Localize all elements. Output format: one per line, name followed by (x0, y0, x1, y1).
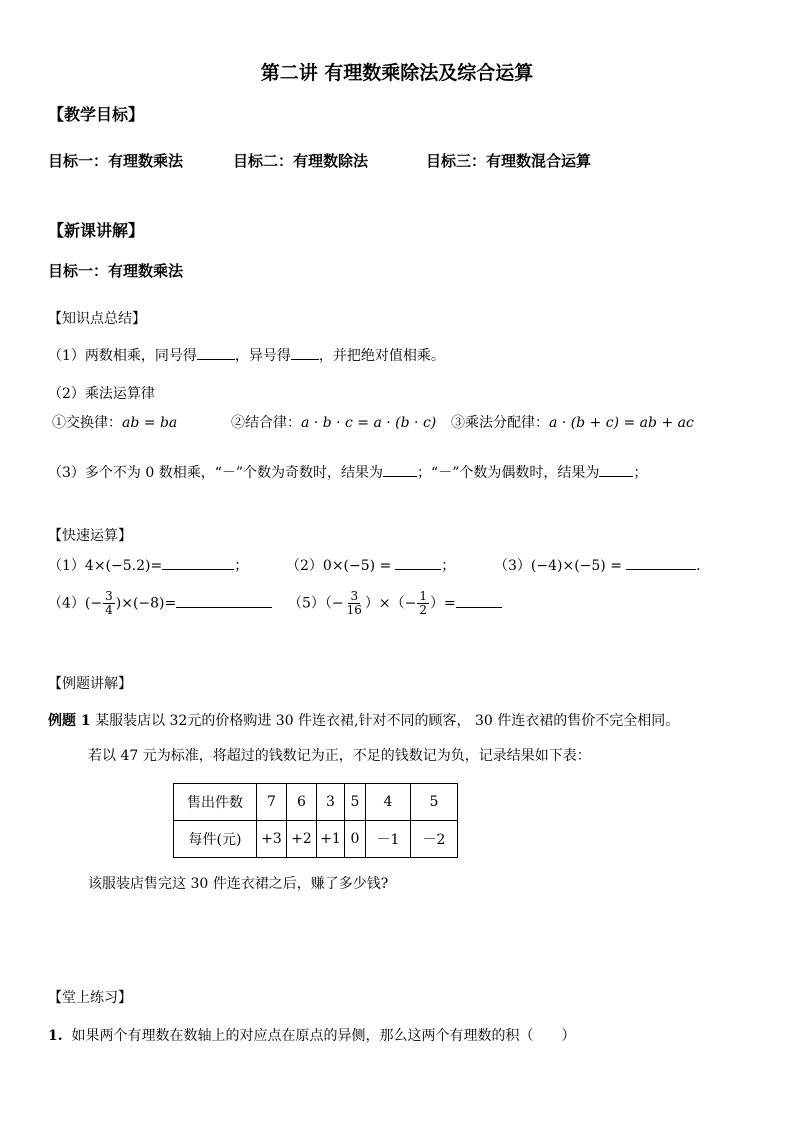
rule1-text-c: ，并把绝对值相乘。 (318, 348, 445, 364)
fraction-numerator: 1 (419, 589, 428, 603)
quick-q3-expr: （3）(−4)×(−5) = (494, 558, 622, 574)
example-1-line1 (48, 710, 679, 730)
law3-label: ③乘法分配律： (451, 415, 549, 431)
blank-same-sign[interactable] (197, 345, 235, 360)
quick-q5 (288, 590, 502, 617)
quick-q3-end: . (695, 558, 701, 574)
table-cell: 5 (345, 784, 366, 821)
example-label: 例题 1 (48, 713, 91, 729)
rule3-text-b: ；“－”个数为偶数时，结果为 (417, 465, 600, 481)
quick-q5-answer[interactable] (456, 593, 502, 608)
quick-q5-mid: ）×（− (364, 595, 417, 612)
example-1-line2: 若以 47 元为标准，将超过的钱数记为正，不足的钱数记为负，记录结果如下表： (88, 748, 591, 764)
table-row (174, 821, 458, 858)
quick-q4-post: )×(−8)= (115, 595, 177, 612)
quick-q2-answer[interactable] (395, 555, 441, 570)
table-cell: 6 (287, 784, 317, 821)
table-cell: 4 (366, 784, 411, 821)
law-distributive (451, 412, 694, 432)
goal1-heading: 目标一：有理数乘法 (48, 262, 184, 280)
lesson-header: 【新课讲解】 (48, 221, 145, 240)
quick-q2 (286, 555, 455, 575)
fraction-numerator: 3 (105, 589, 113, 603)
table-cell: 售出件数 (174, 784, 257, 821)
table-cell: 5 (411, 784, 458, 821)
quick-q4-fraction (103, 590, 115, 617)
quick-q1-expr: （1）4×(−5.2)= (48, 558, 163, 574)
table-cell: +3 (257, 821, 287, 858)
table-cell: －2 (411, 821, 458, 858)
objective-1: 目标一：有理数乘法 (48, 152, 184, 170)
rule3-text-c: ； (633, 465, 648, 481)
quick-q4 (48, 590, 272, 617)
table-cell: 0 (345, 821, 366, 858)
quick-q3-answer[interactable] (626, 555, 696, 570)
quick-q3 (494, 555, 700, 575)
quick-q5-post: ）= (430, 595, 456, 612)
rule-3 (48, 462, 647, 482)
table-cell: 3 (317, 784, 345, 821)
fraction-denominator: 2 (419, 603, 428, 617)
blank-even-result[interactable] (599, 462, 633, 477)
practice-q1-number: 1. (48, 1028, 63, 1044)
example-1-text: 某服装店以 32元的价格购进 30 件连衣裙,针对不同的顾客， 30 件连衣裙的售价不完全相同。 (95, 713, 680, 729)
table-cell: 每件(元) (174, 821, 257, 858)
blank-odd-result[interactable] (383, 462, 417, 477)
fraction-denominator: 16 (346, 603, 362, 617)
practice-q1 (48, 1025, 576, 1045)
quick-q4-pre: （4）(− (48, 595, 103, 612)
rule1-text-a: （1）两数相乘，同号得 (48, 348, 197, 364)
rule3-text-a: （3）多个不为 0 数相乘，“－”个数为奇数时，结果为 (48, 465, 384, 481)
table-row (174, 784, 458, 821)
law1-label: ①交换律： (52, 415, 122, 431)
table-cell: +1 (317, 821, 345, 858)
law3-expr: a · (b + c) = ab + ac (549, 415, 694, 431)
quick-q4-answer[interactable] (176, 593, 272, 608)
objectives-header: 【教学目标】 (48, 105, 145, 124)
sales-table (173, 783, 458, 858)
fraction-denominator: 4 (105, 603, 113, 617)
rule-2: （2）乘法运算律 (48, 386, 155, 402)
objective-2: 目标二：有理数除法 (233, 152, 369, 170)
law2-expr: a · b · c = a · (b · c) (301, 415, 437, 431)
rule-1 (48, 345, 445, 365)
law-associative (231, 412, 436, 432)
quick-q2-expr: （2）0×(−5) = (286, 558, 392, 574)
page-title: 第二讲 有理数乘除法及综合运算 (260, 62, 534, 84)
quick-header: 【快速运算】 (48, 528, 132, 544)
quick-q1-answer[interactable] (162, 555, 234, 570)
objective-3: 目标三：有理数混合运算 (426, 152, 592, 170)
example-1-question: 该服装店售完这 30 件连衣裙之后，赚了多少钱? (88, 876, 389, 892)
quick-q5-fraction-1 (345, 590, 364, 617)
quick-q2-end: ； (441, 558, 456, 574)
practice-header: 【堂上练习】 (48, 990, 132, 1006)
fraction-numerator: 3 (350, 589, 359, 603)
quick-q5-fraction-2 (417, 590, 429, 617)
law-commutative (52, 412, 177, 432)
law1-expr: ab = ba (122, 415, 178, 431)
practice-q1-text: 如果两个有理数在数轴上的对应点在原点的异侧，那么这两个有理数的积（ ） (71, 1028, 576, 1044)
blank-diff-sign[interactable] (291, 345, 319, 360)
knowledge-header: 【知识点总结】 (48, 311, 146, 327)
example-header: 【例题讲解】 (48, 676, 132, 692)
table-cell: +2 (287, 821, 317, 858)
quick-q1-end: ； (234, 558, 249, 574)
quick-q1 (48, 555, 248, 575)
rule1-text-b: ，异号得 (234, 348, 291, 364)
law2-label: ②结合律： (231, 415, 301, 431)
quick-q5-pre: （5）（− (288, 595, 344, 612)
table-cell: －1 (366, 821, 411, 858)
table-cell: 7 (257, 784, 287, 821)
